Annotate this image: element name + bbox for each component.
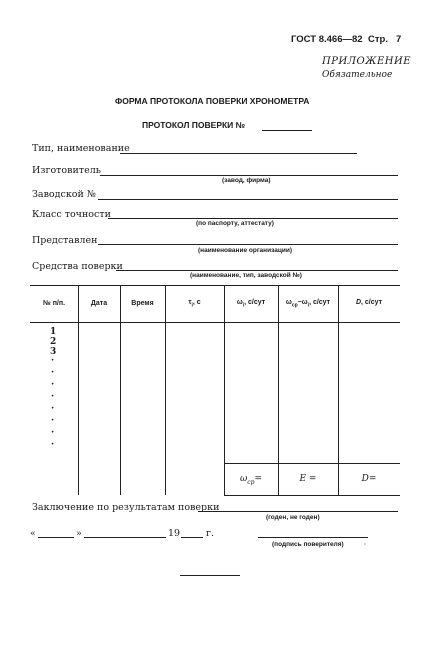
col-divider-1 [78, 285, 79, 495]
col-header-d: D, с/сут [355, 299, 383, 306]
continuation-dot: · [51, 404, 55, 414]
continuation-dot: · [51, 356, 55, 366]
means-caption: (наименование, тип, заводской №) [190, 272, 302, 279]
type-name-label: Тип, наименование [32, 143, 130, 154]
manufacturer-label: Изготовитель [32, 165, 101, 176]
serial-label: Заводской № [32, 189, 96, 200]
appendix-title: ПРИЛОЖЕНИЕ [322, 56, 411, 67]
page-number: 7 [396, 34, 402, 45]
col-header-omega: $\omega_i$, с/сут [236, 299, 266, 309]
row-number-2: 2 [50, 337, 57, 347]
date-close-quote: » [76, 528, 82, 539]
conclusion-line [198, 511, 398, 512]
manufacturer-caption: (завод, фирма) [222, 177, 271, 184]
date-year: 19 [168, 528, 181, 539]
signature-line [258, 537, 368, 538]
continuation-dot: · [51, 392, 55, 402]
footer-rule [180, 575, 240, 576]
table-totals-border [224, 463, 400, 464]
table-bottom-border [224, 495, 400, 496]
accuracy-class-line [108, 218, 398, 219]
conclusion-label: Заключение по результатам поверки [32, 502, 220, 513]
gost-number: ГОСТ 8.466—82 [291, 34, 363, 45]
protocol-title: ПРОТОКОЛ ПОВЕРКИ № [142, 120, 246, 130]
submitted-line [98, 244, 398, 245]
accuracy-class-label: Класс точности [32, 209, 111, 220]
table-header-border [30, 322, 400, 323]
conclusion-caption: (годен, не годен) [266, 514, 320, 521]
col-header-tau: $\tau_i$, с [188, 299, 201, 309]
date-year-suffix: г. [206, 528, 214, 539]
col-divider-6 [338, 285, 339, 495]
continuation-dot: · [51, 416, 55, 426]
total-omega-avg: $\omega_{ср}=$ [239, 474, 263, 486]
protocol-number-line [262, 130, 312, 131]
type-name-line [120, 153, 357, 154]
col-divider-2 [120, 285, 121, 495]
table-top-border [30, 285, 400, 286]
means-label: Средства поверки [32, 261, 123, 272]
col-divider-5 [278, 285, 279, 495]
signature-mark: · [364, 541, 367, 548]
manufacturer-line [100, 175, 398, 176]
page-label: Стр. [368, 34, 388, 45]
col-header-date: Дата [90, 300, 108, 307]
col-divider-3 [165, 285, 166, 495]
accuracy-caption: (по паспорту, аттестату) [196, 220, 274, 227]
continuation-dot: · [51, 380, 55, 390]
continuation-dot: · [51, 440, 55, 450]
total-e: E = [299, 474, 317, 484]
col-divider-4 [224, 285, 225, 495]
submitted-caption: (наименование организации) [198, 247, 292, 254]
date-year-line [181, 537, 203, 538]
submitted-label: Представлен [32, 235, 98, 246]
row-number-1: 1 [50, 327, 57, 337]
total-d: D= [361, 474, 377, 484]
date-open-quote: « [30, 528, 36, 539]
col-header-time: Время [131, 300, 154, 307]
col-header-diff: $\omega_{ср}-\omega_i$, с/сут [285, 299, 331, 309]
date-day-line [38, 537, 74, 538]
continuation-dot: · [51, 368, 55, 378]
row-number-3: 3 [50, 347, 57, 357]
date-month-line [84, 537, 166, 538]
form-title: ФОРМА ПРОТОКОЛА ПОВЕРКИ ХРОНОМЕТРА [115, 96, 310, 106]
signature-caption: (подпись поверителя) [272, 541, 344, 548]
appendix-subtitle: Обязательное [322, 70, 393, 80]
continuation-dot: · [51, 428, 55, 438]
col-header-num: № п/п. [42, 300, 66, 307]
serial-line [98, 199, 398, 200]
means-line [116, 270, 398, 271]
